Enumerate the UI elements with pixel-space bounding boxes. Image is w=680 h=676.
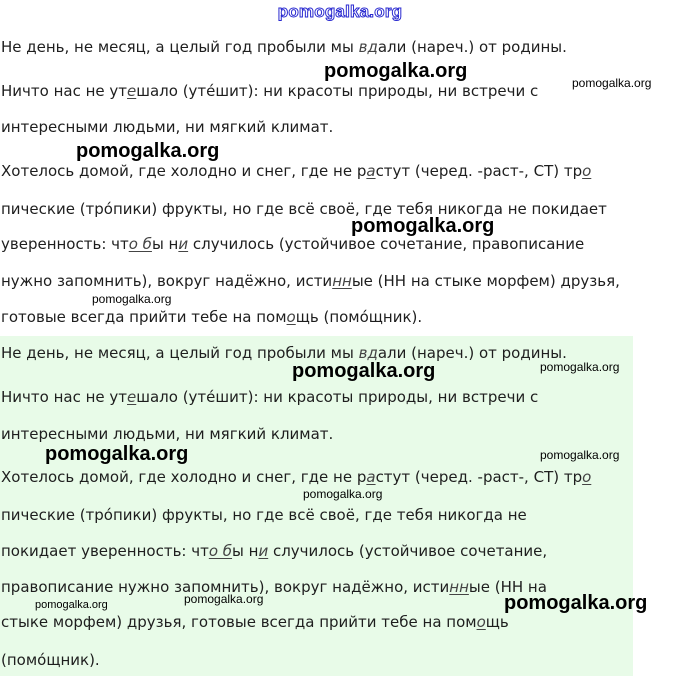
text-line: интересными людьми, ни мягкий климат.: [1, 425, 334, 443]
text-line: Ничто нас не утешало (утéшит): ни красоты природы, ни встречи с: [1, 82, 539, 100]
text-line: интересными людьми, ни мягкий климат.: [1, 118, 334, 136]
watermark: pomogalka.org: [184, 592, 264, 606]
text-line: покидает уверенность: что бы ни случилось (устойчивое сочетание,: [1, 542, 548, 560]
watermark: pomogalka.org: [76, 140, 220, 162]
text-line: нужно запомнить), вокруг надёжно, истинные (НН на стыке морфем) друзья,: [1, 272, 620, 290]
text-line: правописание нужно запомнить), вокруг надёжно, истинные (НН на: [1, 578, 547, 596]
text-line: Не день, не месяц, а целый год пробыли мы вдали (нареч.) от родины.: [1, 344, 567, 362]
watermark: pomogalka.org: [504, 592, 648, 614]
text-line: стыке морфем) друзья, готовые всегда прийти тебе на помощь: [1, 613, 509, 631]
text-line: Ничто нас не утешало (утéшит): ни красоты природы, ни встречи с: [1, 388, 539, 406]
text-line: пические (трóпики) фрукты, но где всё своё, где тебя никогда не: [1, 506, 527, 524]
text-line: Хотелось домой, где холодно и снег, где не растут (черед. -раст-, СТ) тро: [1, 468, 592, 486]
watermark: pomogalka.org: [45, 443, 189, 465]
watermark: pomogalka.org: [572, 76, 652, 90]
text-line: Не день, не месяц, а целый год пробыли мы вдали (нареч.) от родины.: [1, 38, 567, 56]
watermark: pomogalka.org: [35, 599, 108, 611]
text-line: Хотелось домой, где холодно и снег, где не растут (черед. -раст-, СТ) тро: [1, 162, 592, 180]
watermark: pomogalka.org: [351, 215, 495, 237]
text-line: уверенность: что бы ни случилось (устойчивое сочетание, правописание: [1, 235, 585, 253]
watermark: pomogalka.org: [303, 487, 383, 501]
watermark: pomogalka.org: [540, 448, 620, 462]
watermark: pomogalka.org: [324, 60, 468, 82]
text-line: готовые всегда прийти тебе на помощь (помóщник).: [1, 308, 423, 326]
watermark: pomogalka.org: [92, 292, 172, 306]
text-line: пические (трóпики) фрукты, но где всё своё, где тебя никогда не покидает: [1, 200, 607, 218]
watermark: pomogalka.org: [292, 360, 436, 382]
watermark: pomogalka.org: [540, 360, 620, 374]
site-watermark-header: pomogalka.org: [277, 2, 403, 21]
text-line: (помóщник).: [1, 651, 100, 669]
